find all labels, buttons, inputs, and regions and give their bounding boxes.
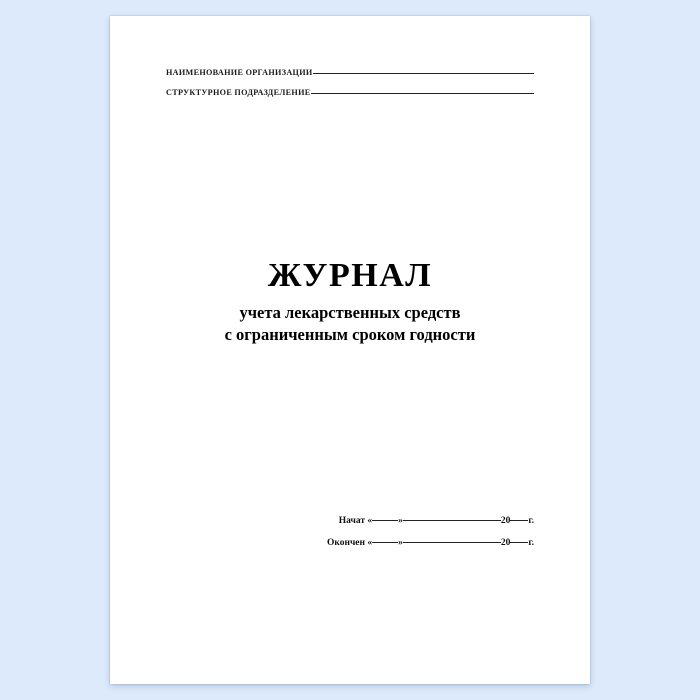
header-fields [166,68,534,108]
started-year-prefix: 20 [500,516,511,526]
started-month-rule[interactable] [403,520,501,521]
subdivision-label: СТРУКТУРНОЕ ПОДРАЗДЕЛЕНИЕ [166,88,311,97]
started-field-row [166,516,534,526]
started-quote-close: » [398,516,403,526]
document-subtitle-line-1: учета лекарственных средств [239,302,461,322]
finished-label: Окончен « [326,538,373,548]
title-block [166,258,534,346]
finished-month-rule[interactable] [403,542,501,543]
finished-year-prefix: 20 [500,538,511,548]
layout-spacer [166,346,534,516]
organization-label: НАИМЕНОВАНИЕ ОРГАНИЗАЦИИ [166,68,313,77]
subdivision-input-rule[interactable] [311,93,534,94]
started-label: Начат « [338,516,373,526]
document-title: ЖУРНАЛ [267,257,433,294]
footer-fields [166,516,534,560]
started-year-suffix: г. [528,516,534,526]
organization-input-rule[interactable] [313,73,534,74]
subdivision-field-row [166,88,534,97]
document-subtitle-line-2: с ограниченным сроком годности [224,324,476,344]
started-year-rule[interactable] [510,520,528,521]
document-page [110,16,590,684]
organization-field-row [166,68,534,77]
finished-field-row [166,538,534,548]
finished-year-suffix: г. [528,538,534,548]
finished-quote-close: » [398,538,403,548]
finished-year-rule[interactable] [510,542,528,543]
page-content [110,16,590,684]
started-day-rule[interactable] [372,520,398,521]
finished-day-rule[interactable] [372,542,398,543]
